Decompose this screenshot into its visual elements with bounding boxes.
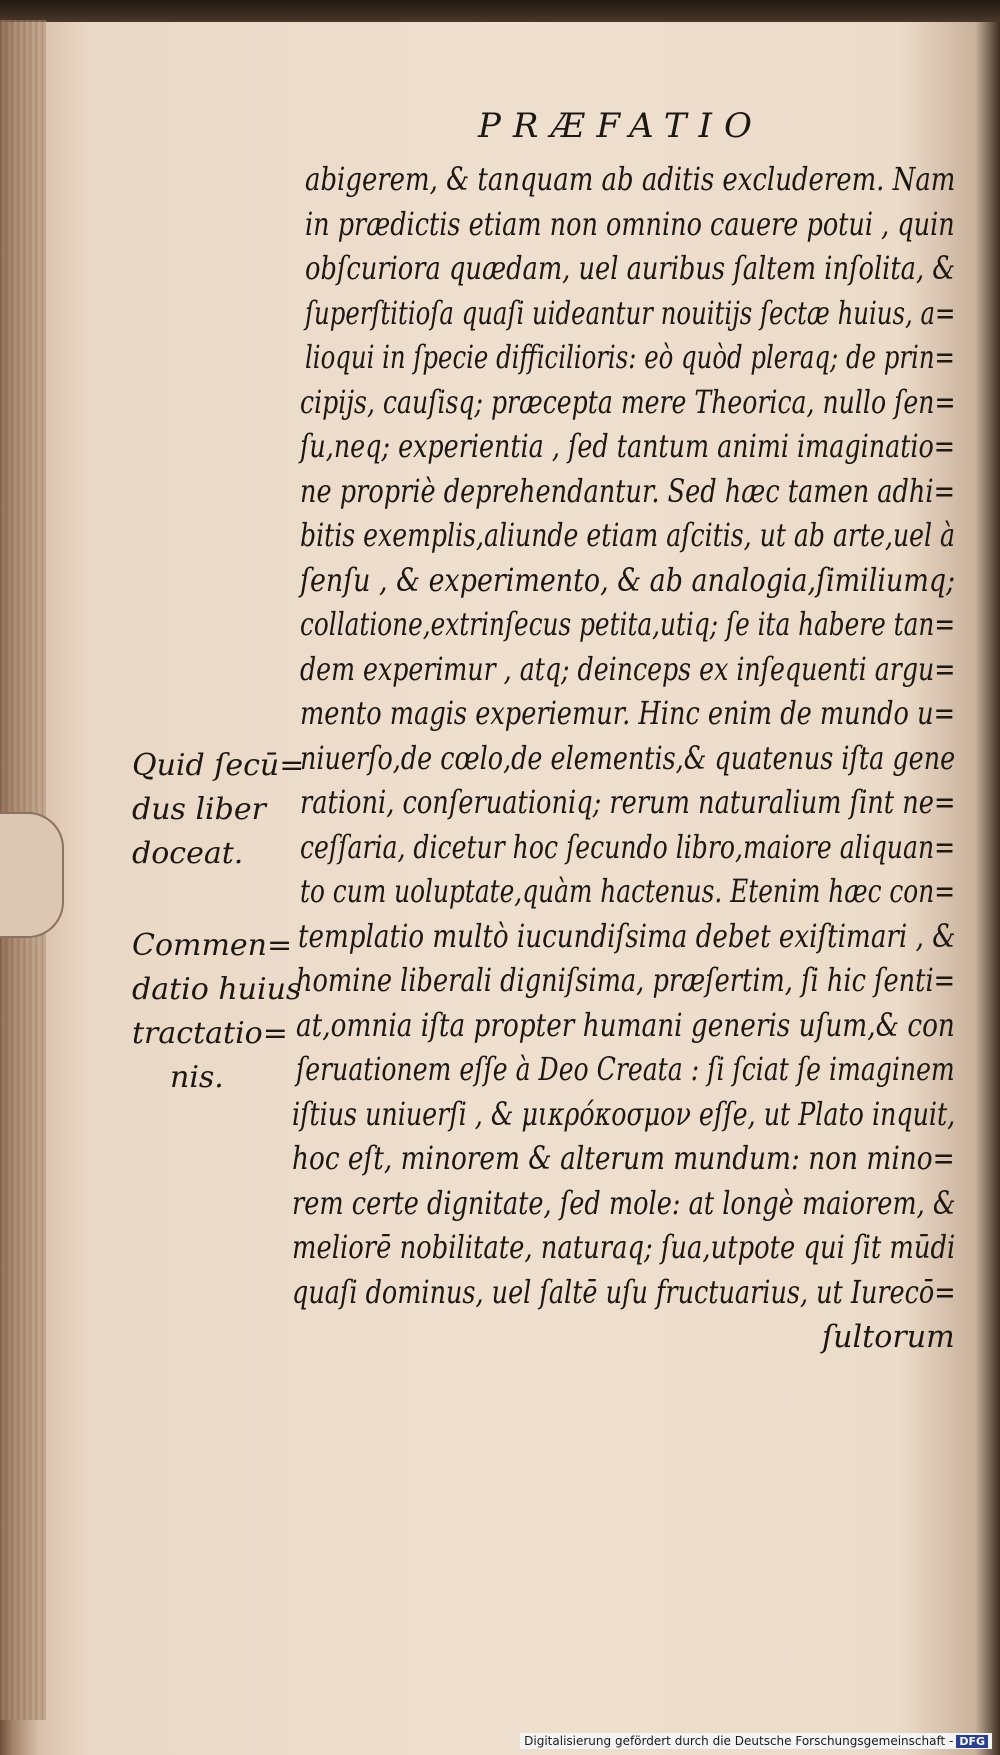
- body-line: collatione,extrinſecus petita,utiq; ſe ita habere tan=: [300, 607, 956, 643]
- footer-text: Digitalisierung gefördert durch die Deutsche Forschungsgemeinschaft -: [524, 1734, 954, 1748]
- body-line: to cum uoluptate,quàm hactenus. Etenim hæc con=: [300, 874, 956, 910]
- margin-note-line: nis.: [170, 1060, 224, 1095]
- margin-note-line: datio huius: [132, 972, 302, 1007]
- body-line: mento magis experiemur. Hinc enim de mundo u=: [300, 696, 956, 732]
- body-line: meliorē nobilitate, naturaq; ſua,utpote qui ſit mūdi: [292, 1230, 956, 1266]
- body-line: ſultorum: [822, 1319, 955, 1355]
- running-header: PRÆFATIO: [478, 106, 764, 146]
- body-line: iſtius uniuerſi , & μικρόκοσμον eſſe, ut Plato inquit,: [292, 1096, 956, 1133]
- body-line: ne propriè deprehendantur. Sed hæc tamen adhi=: [300, 473, 956, 510]
- body-line: quaſi dominus, uel ſaltē uſu fructuarius, ut Iurecō=: [292, 1274, 956, 1311]
- dfg-logo: DFG: [956, 1735, 988, 1748]
- body-line: rem certe dignitate, ſed mole: at longè maiorem, &: [292, 1185, 956, 1222]
- body-line: at,omnia iſta propter humani generis uſum,& con: [296, 1007, 955, 1044]
- margin-note-line: dus liber: [132, 792, 266, 827]
- body-line: ſeruationem eſſe à Deo Creata : ſi ſciat ſe imaginem: [296, 1052, 955, 1088]
- body-line: cipijs, cauſisq; præcepta mere Theorica, nullo ſen=: [300, 384, 956, 421]
- body-line: homine liberali digniſsima, præſertim, ſi hic ſenti=: [296, 963, 956, 999]
- footer-credit: [520, 1733, 992, 1749]
- body-line: ſuperſtitioſa quaſi uideantur nouitijs ſectæ huius, a=: [305, 295, 956, 332]
- body-line: lioqui in ſpecie difficilioris: eò quòd pleraq; de prin=: [305, 340, 955, 376]
- body-line: hoc eſt, minorem & alterum mundum: non mino=: [292, 1141, 955, 1177]
- page-tab-marker: [0, 812, 64, 938]
- body-line: dem experimur , atq; deinceps ex inſequenti argu=: [300, 651, 956, 688]
- margin-note-line: doceat.: [132, 836, 244, 871]
- body-line: templatio multò iucundiſsima debet exiſtimari , &: [298, 918, 956, 955]
- top-shadow: [0, 0, 1000, 22]
- body-line: niuerſo,de cœlo,de elementis,& quatenus iſta gene: [300, 740, 956, 777]
- body-line: abigerem, & tanquam ab aditis excluderem. Nam: [305, 162, 956, 198]
- margin-note-line: Commen=: [132, 928, 293, 963]
- body-line: obſcuriora quædam, uel auribus ſaltem inſolita, &: [305, 251, 956, 287]
- body-line: rationi, conſeruationiq; rerum naturalium ſint ne=: [300, 785, 956, 821]
- margin-note-line: Quid ſecū=: [132, 748, 305, 783]
- body-line: ſenſu , & experimento, & ab analogia,ſimiliumq;: [300, 562, 956, 599]
- body-line: ſu,neq; experientia , ſed tantum animi imaginatio=: [300, 429, 956, 465]
- body-line: ceſſaria, dicetur hoc ſecundo libro,maiore aliquan=: [300, 829, 956, 866]
- body-line: in prædictis etiam non omnino cauere potui , quin: [305, 206, 955, 243]
- body-line: bitis exemplis,aliunde etiam aſcitis, ut ab arte,uel à: [300, 518, 956, 554]
- margin-note-line: tractatio=: [132, 1016, 288, 1051]
